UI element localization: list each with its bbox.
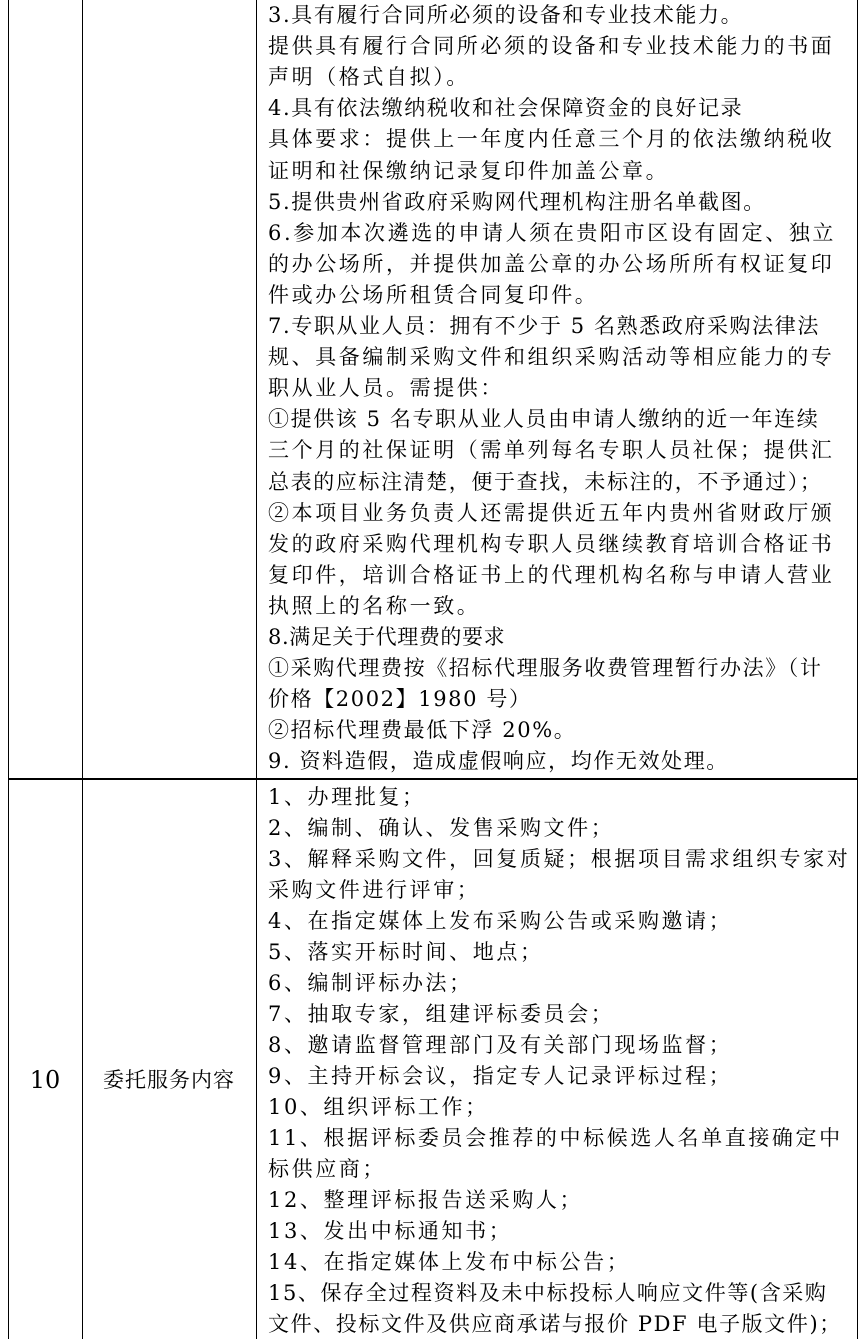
text-line: 职从业人员。需提供：	[268, 376, 504, 401]
text-line: ②招标代理费最低下浮 20%。	[268, 718, 577, 743]
text-line: 证明和社保缴纳记录复印件加盖公章。	[268, 158, 670, 183]
text-line: ①提供该 5 名专职从业人员由申请人缴纳的近一年连续	[268, 407, 820, 432]
text-line: 7、抽取专家，组建评标委员会；	[268, 1002, 615, 1026]
text-line: 4.具有依法缴纳税收和社会保障资金的良好记录	[268, 96, 744, 121]
text-line: 15、保存全过程资料及未中标投标人响应文件等(含采购	[268, 1281, 828, 1305]
text-line: 9、主持开标会议，指定专人记录评标过程；	[268, 1064, 733, 1088]
text-line: 执照上的名称一致。	[268, 593, 481, 618]
text-line: 5、落实开标时间、地点；	[268, 940, 544, 964]
text-line: 件或办公场所租赁合同复印件。	[268, 282, 599, 307]
text-line: 规、具备编制采购文件和组织采购活动等相应能力的专	[268, 345, 835, 370]
text-line: ①采购代理费按《招标代理服务收费管理暂行办法》（计	[268, 656, 823, 681]
text-line: 9. 资料造假，造成虚假响应，均作无效处理。	[268, 749, 729, 774]
text-line: 标供应商；	[268, 1157, 386, 1181]
text-line: 12、整理评标报告送采购人；	[268, 1188, 584, 1212]
row-number: 10	[29, 1066, 61, 1094]
text-line: 10、组织评标工作；	[268, 1095, 489, 1119]
text-line: 6、编制评标办法；	[268, 971, 473, 995]
text-line: 三个月的社保证明（需单列每名专职人员社保；提供汇	[268, 438, 835, 463]
row-divider	[8, 778, 858, 780]
text-line: 14、在指定媒体上发布中标公告；	[268, 1250, 631, 1274]
text-line: 11、根据评标委员会推荐的中标候选人名单直接确定中	[268, 1126, 843, 1150]
text-line: 6.参加本次遴选的申请人须在贵阳市区设有固定、独立	[268, 220, 837, 245]
text-line: 8.满足关于代理费的要求	[268, 625, 506, 649]
text-line: 的办公场所，并提供加盖公章的办公场所所有权证复印	[268, 251, 835, 276]
text-line: 价格【2002】1980 号）	[268, 687, 532, 712]
text-line: 1、办理批复；	[268, 785, 426, 809]
table-border-right	[857, 0, 858, 1339]
text-line: 7.专职从业人员：拥有不少于 5 名熟悉政府采购法律法	[268, 314, 820, 338]
table-border-left	[8, 0, 9, 1339]
text-line: 8、邀请监督管理部门及有关部门现场监督；	[268, 1033, 733, 1057]
row-label: 委托服务内容	[103, 1068, 235, 1092]
table-border-col1	[82, 0, 83, 1339]
text-line: 文件、投标文件及供应商承诺与报价 PDF 电子版文件)；	[268, 1312, 842, 1336]
table-border-col2	[256, 0, 257, 1339]
text-line: 总表的应标注清楚，便于查找，未标注的，不予通过）；	[268, 469, 823, 494]
text-line: 声明（格式自拟）。	[268, 65, 470, 90]
text-line: 5.提供贵州省政府采购网代理机构注册名单截图。	[268, 189, 766, 214]
text-line: 发的政府采购代理机构专职人员继续教育培训合格证书	[268, 531, 835, 556]
text-line: 提供具有履行合同所必须的设备和专业技术能力的书面	[268, 34, 835, 59]
text-line: 具体要求：提供上一年度内任意三个月的依法缴纳税收	[268, 127, 835, 152]
text-line: 采购文件进行评审；	[268, 878, 481, 902]
text-line: 复印件，培训合格证书上的代理机构名称与申请人营业	[268, 562, 835, 587]
text-line: 13、发出中标通知书；	[268, 1219, 513, 1243]
text-line: 4、在指定媒体上发布采购公告或采购邀请；	[268, 909, 733, 933]
text-line: 2、编制、确认、发售采购文件；	[268, 816, 615, 840]
text-line: ②本项目业务负责人还需提供近五年内贵州省财政厅颁	[268, 500, 835, 525]
text-line: 3、解释采购文件，回复质疑；根据项目需求组织专家对	[268, 847, 851, 871]
text-line: 3.具有履行合同所必须的设备和专业技术能力。	[268, 3, 744, 27]
